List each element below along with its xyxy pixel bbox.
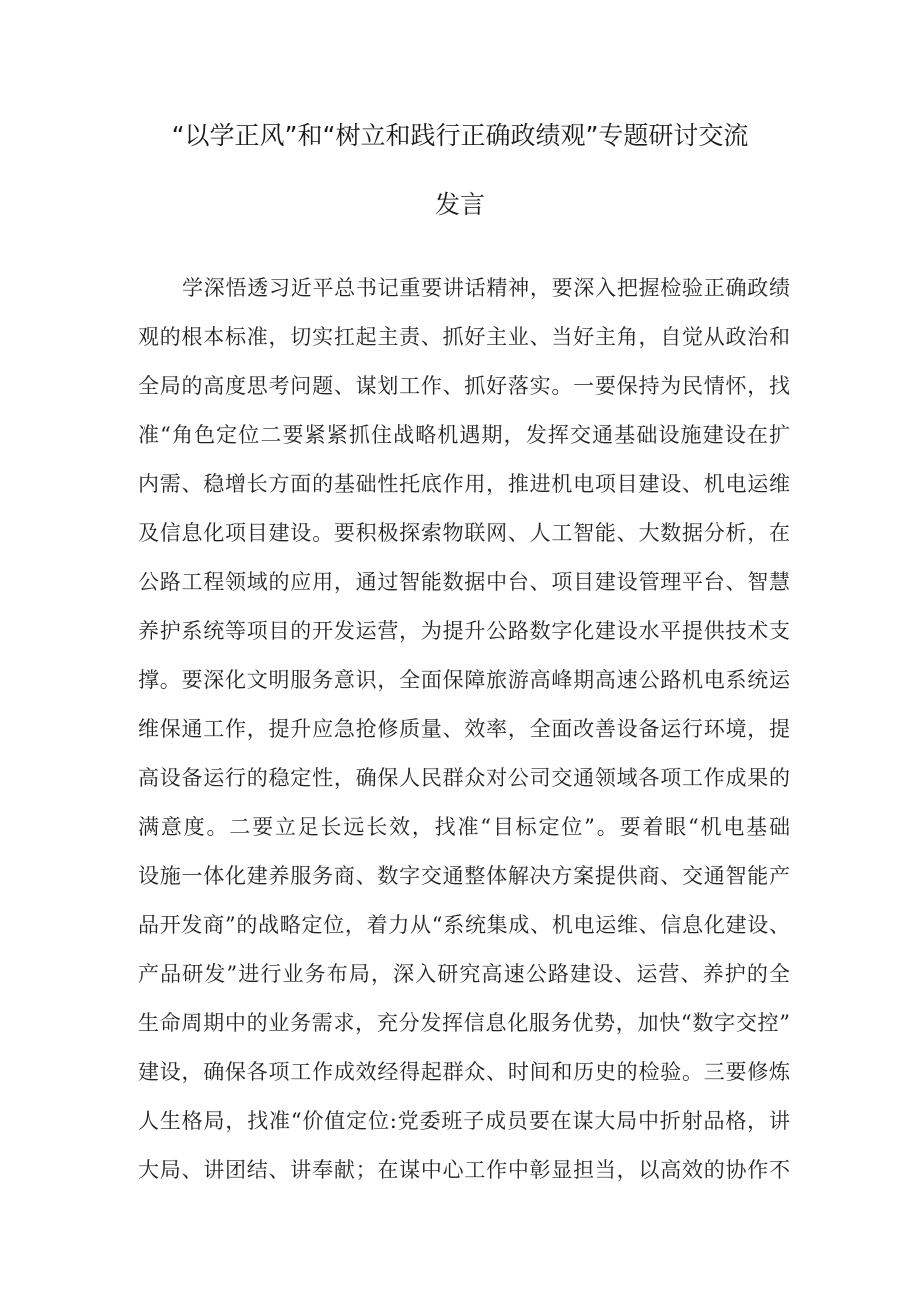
body-line: 高设备运行的稳定性，确保人民群众对公司交通领域各项工作成果的 [138,766,790,790]
body-line: 人生格局，找准“价值定位:党委班子成员要在谋大局中折射品格，讲 [138,1109,790,1133]
document-title-line-1: “以学正风”和“树立和践行正确政绩观”专题研讨交流 [171,121,749,150]
body-line: 全局的高度思考问题、谋划工作、抓好落实。一要保持为民情怀，找 [138,374,790,398]
body-line: 建设，确保各项工作成效经得起群众、时间和历史的检验。三要修炼 [138,1060,790,1084]
document-title-line-2: 发言 [434,190,485,219]
body-line: 品开发商”的战略定位，着力从“系统集成、机电运维、信息化建设、 [138,913,790,937]
body-line: 满意度。二要立足长远长效，找准“目标定位”。要着眼“机电基础 [138,815,790,839]
body-line: 观的根本标准，切实扛起主责、抓好主业、当好主角，自觉从政治和 [138,325,790,349]
body-line: 撑。要深化文明服务意识，全面保障旅游高峰期高速公路机电系统运 [138,668,790,692]
body-line: 设施一体化建养服务商、数字交通整体解决方案提供商、交通智能产 [138,864,790,888]
body-line: 及信息化项目建设。要积极探索物联网、人工智能、大数据分析，在 [138,521,790,545]
body-line: 养护系统等项目的开发运营，为提升公路数字化建设水平提供技术支 [138,619,790,643]
body-line: 生命周期中的业务需求，充分发挥信息化服务优势，加快“数字交控” [138,1011,790,1035]
body-line: 准“角色定位二要紧紧抓住战略机遇期，发挥交通基础设施建设在扩 [138,423,790,447]
body-line: 内需、稳增长方面的基础性托底作用，推进机电项目建设、机电运维 [138,472,790,496]
body-line: 公路工程领域的应用，通过智能数据中台、项目建设管理平台、智慧 [138,570,790,594]
body-line: 产品研发”进行业务布局，深入研究高速公路建设、运营、养护的全 [138,962,790,986]
body-line: 学深悟透习近平总书记重要讲话精神，要深入把握检验正确政绩 [182,276,790,300]
body-line: 维保通工作，提升应急抢修质量、效率，全面改善设备运行环境，提 [138,717,790,741]
body-line: 大局、讲团结、讲奉献；在谋中心工作中彰显担当，以高效的协作不 [138,1158,790,1182]
